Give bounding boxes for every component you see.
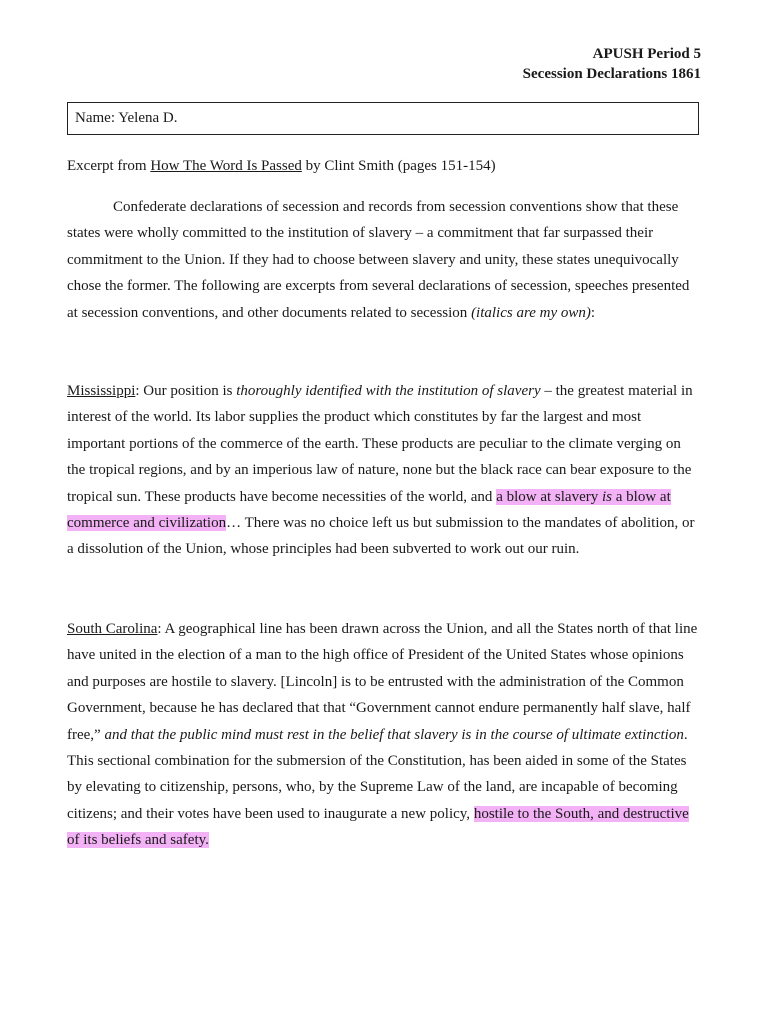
mississippi-paragraph — [67, 378, 702, 563]
excerpt-suffix: by Clint Smith (pages 151-154) — [301, 158, 496, 174]
name-label: Name: — [75, 110, 115, 126]
ms-highlight-italic: is — [602, 488, 613, 505]
ms-highlight-a: a blow at slavery — [496, 488, 602, 505]
sc-text-2: . This sectional combination for the submersion of the Constitution, has been aided in some of the States by elevating to citizenship, persons, who, by the Supreme Law of the land, are incapable of becoming citizens; and their votes have been used to inaugurate a new policy, — [67, 726, 688, 822]
name-value: Yelena D. — [118, 110, 178, 126]
ms-text-2: – the greatest material in interest of the world. Its labor supplies the product which constitutes by far the largest and most important portions of the commerce of the earth. These products are peculiar to the climate verging on the tropical regions, and by an imperious law of nature, none but the black race can bear exposure to the tropical sun. These products have become necessities of the world, and — [67, 383, 693, 505]
sc-highlight: hostile to the South, and destructive of its beliefs and safety. — [67, 805, 689, 849]
ms-text-1: : Our position is — [135, 383, 237, 399]
intro-text: Confederate declarations of secession and records from secession conventions show that these states were wholly committed to the institution of slavery – a commitment that far surpassed their commitment to the Union. If they had to choose between slavery and unity, these states unequivocally chose the former. The following are excerpts from several declarations of secession, speeches presented at secession conventions, and other documents related to secession — [67, 199, 690, 321]
assignment-title: Secession Declarations 1861 — [522, 66, 701, 82]
sc-italic-1: and that the public mind must rest in the belief that slavery is in the course of ultimate extinction — [104, 726, 684, 743]
south-carolina-paragraph — [67, 616, 702, 854]
intro-end: : — [590, 304, 596, 321]
sc-text-1: : A geographical line has been drawn across the Union, and all the States north of that line have united in the election of a man to the high office of President of the United States whose opinions and purposes are hostile to slavery. [Lincoln] is to be entrusted with the administration of the Common Government, because he has declared that that “Government cannot endure permanently half slave, half free,” — [67, 621, 698, 743]
name-field[interactable] — [67, 102, 699, 135]
ms-text-3: … There was no choice left us but submission to the mandates of abolition, or a dissolution of the Union, whose principles had been subverted to work out our ruin. — [67, 515, 695, 558]
intro-paragraph — [67, 194, 702, 326]
ms-highlight-b: a blow at commerce and civilization — [67, 488, 671, 532]
ms-italic-1: thoroughly identified with the institution of slavery — [236, 383, 541, 399]
course-title: APUSH Period 5 — [592, 46, 701, 62]
south-carolina-heading: South Carolina — [67, 621, 158, 637]
document-header — [523, 44, 701, 84]
excerpt-source — [67, 156, 496, 176]
mississippi-heading: Mississippi — [67, 383, 136, 399]
intro-italic-note: (italics are my own) — [471, 304, 591, 321]
book-title: How The Word Is Passed — [150, 158, 302, 174]
excerpt-prefix: Excerpt from — [67, 158, 151, 174]
